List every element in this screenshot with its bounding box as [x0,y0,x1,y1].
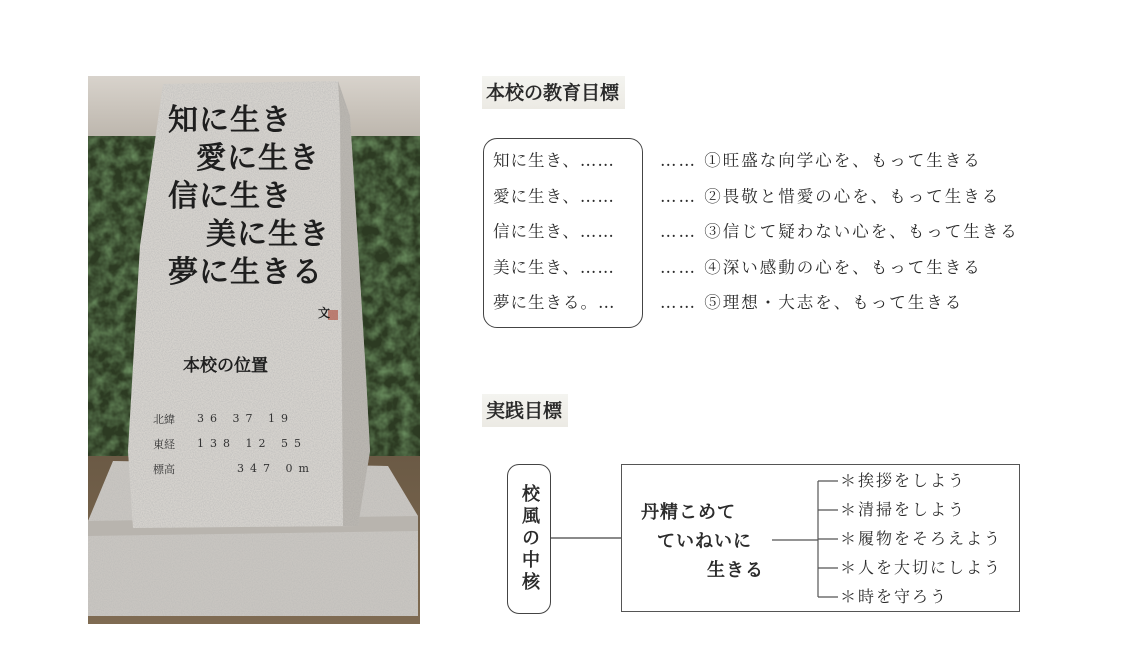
position-title: 本校の位置 [183,356,268,376]
goal-description: …… ③信じて疑わない心を、もって生きる [660,222,1019,241]
goal-keyword: 美に生き、…… [493,257,615,277]
coordinate-value: 138 12 55 [197,437,307,450]
goal-keyword: 信に生き、…… [493,222,615,241]
coordinate-label: 標高 [153,462,175,476]
goal-keyword: 愛に生き、…… [493,186,615,206]
practice-item: ＊清掃をしよう [840,500,967,519]
motto-line: ていねいに [657,531,752,552]
coordinate-label: 北緯 [153,412,175,426]
motto-line: 丹精こめて [641,502,736,523]
practice-items-list [840,467,1002,612]
practice-item: ＊人を大切にしよう [840,558,1003,577]
school-motto [641,498,764,585]
coordinate-value: 36 37 19 [197,412,294,425]
goal-description: …… ④深い感動の心を、もって生きる [660,257,982,277]
poem-line: 信に生き [168,179,292,214]
education-goals-heading: 本校の教育目標 [482,76,625,109]
practice-item: ＊時を守ろう [840,587,949,606]
poem-signature: 文 [318,306,331,320]
goal-description: …… ①旺盛な向学心を、もって生きる [660,151,982,170]
goal-description: …… ②畏敬と惜愛の心を、もって生きる [660,186,1001,206]
poem-line: 愛に生き [196,141,320,176]
goal-description: …… ⑤理想・大志を、もって生きる [660,293,964,312]
poem-line: 夢に生きる [168,255,323,290]
goal-keyword: 夢に生きる。… [493,293,616,312]
poem-line: 知に生き [168,103,292,138]
practice-goals-heading: 実践目標 [482,394,568,427]
school-core-label: 校風の中核 [519,484,540,594]
coordinate-value: 347 0m [237,462,315,475]
coordinate-label: 東経 [153,437,175,451]
practice-item: ＊挨拶をしよう [840,471,967,490]
practice-item: ＊履物をそろえよう [840,529,1003,548]
poem-line: 美に生き [206,217,330,252]
goal-keyword: 知に生き、…… [493,151,615,170]
motto-line: 生きる [707,560,764,581]
